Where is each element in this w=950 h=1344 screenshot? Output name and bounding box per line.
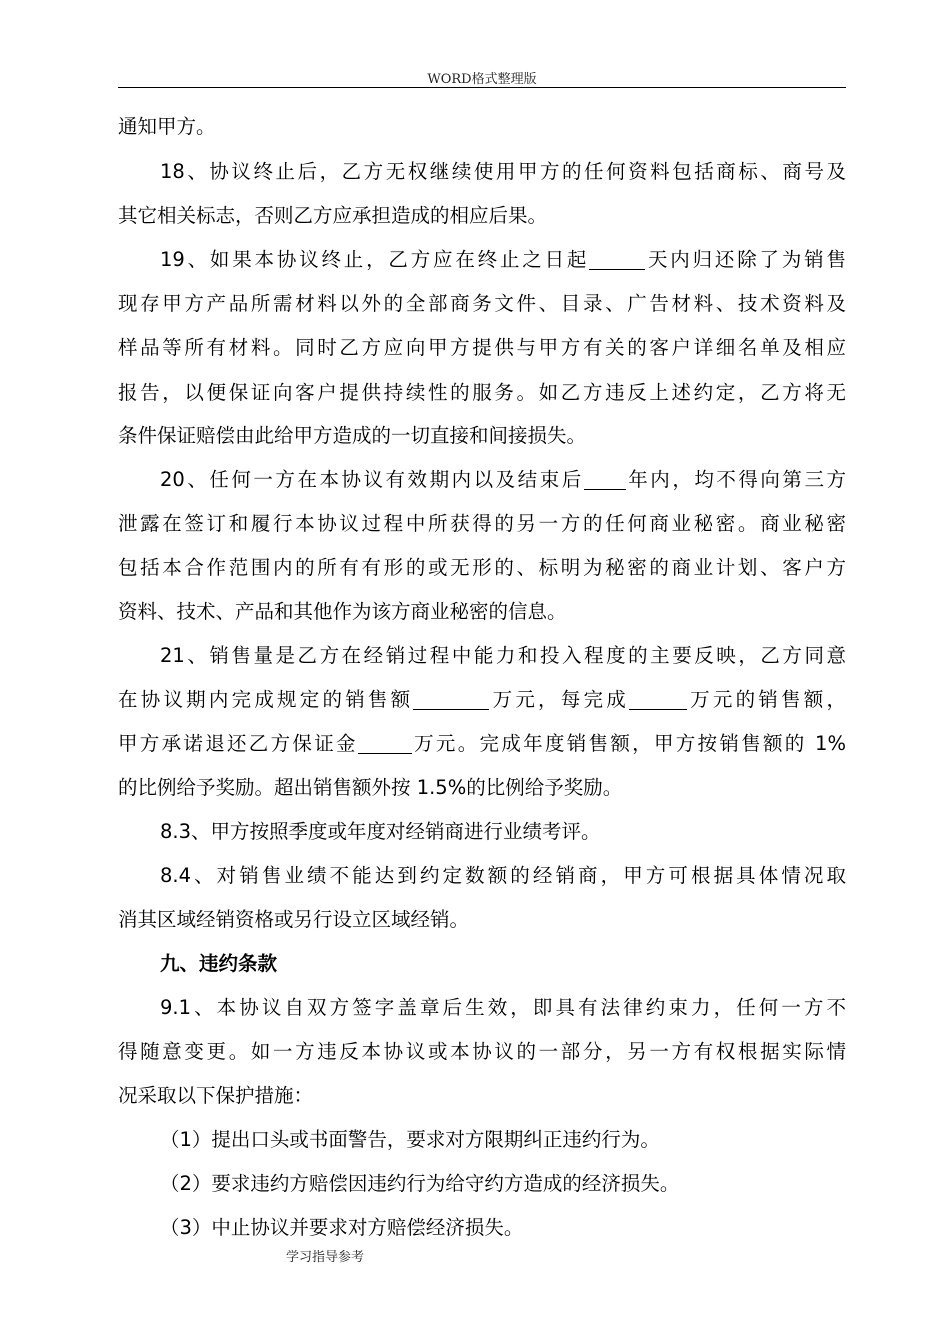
text-line: 通知甲方。 — [118, 115, 216, 138]
blank-field — [413, 687, 489, 710]
blank-field — [589, 247, 645, 270]
page-header: WORD格式整理版 — [427, 72, 537, 87]
blank-field — [584, 467, 626, 490]
clause-21-line-3 — [118, 729, 846, 759]
clause-9-1-line-2: 得随意变更。如一方违反本协议或本协议的一部分，另一方有权根据实际情 — [118, 1040, 846, 1063]
text-segment: 在协议期内完成规定的销售额 — [118, 688, 414, 711]
clause-19-line-2: 现存甲方产品所需材料以外的全部商务文件、目录、广告材料、技术资料及 — [118, 292, 846, 315]
header-rule — [118, 87, 846, 88]
blank-field — [629, 687, 687, 710]
clause-21-line-4: 的比例给予奖励。超出销售额外按 1.5%的比例给予奖励。 — [118, 776, 623, 799]
blank-field — [358, 731, 412, 754]
clause-18-line-1: 18、协议终止后，乙方无权继续使用甲方的任何资料包括商标、商号及 — [160, 160, 846, 183]
clause-21-line-1: 21、销售量是乙方在经销过程中能力和投入程度的主要反映，乙方同意 — [160, 644, 846, 667]
clause-9-1-line-3: 况采取以下保护措施： — [118, 1084, 314, 1107]
text-segment: 万元，每完成 — [489, 688, 629, 711]
clause-20-line-2: 泄露在签订和履行本协议过程中所获得的另一方的任何商业秘密。商业秘密 — [118, 512, 846, 535]
clause-21-line-2 — [118, 685, 846, 715]
clause-8-4-line-2: 消其区域经销资格或另行设立区域经销。 — [118, 908, 470, 931]
text-segment: 19、如果本协议终止，乙方应在终止之日起 — [160, 248, 590, 271]
clause-19-line-3: 样品等所有材料。同时乙方应向甲方提供与甲方有关的客户详细名单及相应 — [118, 336, 846, 359]
clause-20-line-1 — [118, 465, 846, 495]
text-segment: 万元。完成年度销售额，甲方按销售额的 1% — [411, 732, 846, 755]
measure-item-1: （1）提出口头或书面警告，要求对方限期纠正违约行为。 — [160, 1128, 660, 1151]
section-heading: 九、违约条款 — [160, 952, 278, 975]
page-footer: 学习指导参考 — [286, 1250, 365, 1265]
text-segment: 天内归还除了为销售 — [645, 248, 846, 271]
clause-8-3: 8.3、甲方按照季度或年度对经销商进行业绩考评。 — [160, 820, 601, 843]
text-segment: 万元的销售额， — [686, 688, 846, 711]
measure-item-3: （3）中止协议并要求对方赔偿经济损失。 — [160, 1216, 524, 1239]
text-segment: 20、任何一方在本协议有效期内以及结束后 — [160, 468, 584, 491]
text-segment: 甲方承诺退还乙方保证金 — [118, 732, 358, 755]
clause-8-4-line-1: 8.4、对销售业绩不能达到约定数额的经销商，甲方可根据具体情况取 — [160, 864, 846, 887]
clause-20-line-4: 资料、技术、产品和其他作为该方商业秘密的信息。 — [118, 600, 567, 623]
clause-18-line-2: 其它相关标志，否则乙方应承担造成的相应后果。 — [118, 204, 548, 227]
clause-20-line-3: 包括本合作范围内的所有有形的或无形的、标明为秘密的商业计划、客户方 — [118, 556, 846, 579]
clause-19-line-5: 条件保证赔偿由此给甲方造成的一切直接和间接损失。 — [118, 424, 587, 447]
measure-item-2: （2）要求违约方赔偿因违约行为给守约方造成的经济损失。 — [160, 1172, 680, 1195]
text-segment: 年内，均不得向第三方 — [625, 468, 846, 491]
clause-19-line-4: 报告，以便保证向客户提供持续性的服务。如乙方违反上述约定，乙方将无 — [118, 381, 846, 404]
clause-19-line-1 — [118, 245, 846, 275]
clause-9-1-line-1: 9.1、本协议自双方签字盖章后生效，即具有法律约束力，任何一方不 — [160, 996, 846, 1019]
